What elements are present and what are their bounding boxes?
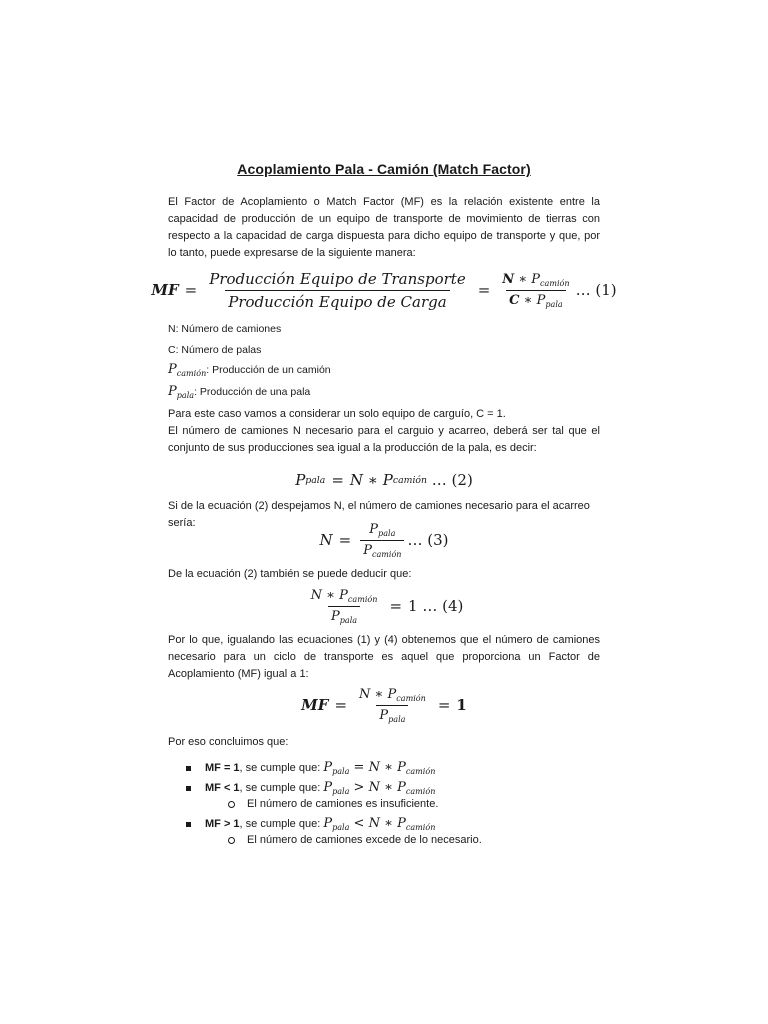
eq1-equals: =	[184, 281, 198, 299]
sub-list-item: El número de camiones es insuficiente.	[228, 798, 438, 810]
equation-5: MF = $\frac{N ∗ P_{camión}}{P_{pala}}$ = 1	[301, 686, 467, 724]
deducir-paragraph: De la ecuación (2) también se puede deducir que:	[168, 568, 412, 580]
eq2-label: … (2)	[431, 471, 473, 489]
intro-paragraph: El Factor de Acoplamiento o Match Factor (MF) es la relación existente entre la capacidad de producción de un equipo de transporte de movimiento de tierras con respecto a la capacidad de carga dispuesta para dicho equipo de transporte y que, por lo tanto, puede expresarse de la siguiente manera:	[168, 196, 600, 259]
case-paragraph: Para este caso vamos a considerar un solo equipo de carguío, C = 1.	[168, 408, 506, 420]
definition-pcamion: $P_{camión}$: Producción de un camión	[168, 362, 331, 378]
eq1-ratio-denominator: C ∗ $P_{pala}$	[506, 290, 566, 309]
list-item: MF > 1, se cumple que: $P_{pala} < N$ ∗ $P_{camión}$	[186, 816, 435, 832]
equation-4: $\frac{N ∗ P_{camión}}{P_{pala}}$ = 1 … (4)	[310, 587, 464, 625]
eq1-equals-2: =	[477, 281, 491, 299]
list-item: MF = 1, se cumple que: $P_{pala} = N$ ∗ $P_{camión}$	[186, 760, 435, 776]
eq1-fraction-text	[206, 270, 468, 311]
equation-3: N = $\frac{P_{pala}}{P_{camión}}$ … (3)	[319, 521, 449, 559]
eq3-label: … (3)	[407, 531, 449, 549]
list-item: MF < 1, se cumple que: $P_{pala} > N$ ∗ $P_{camión}$	[186, 780, 435, 796]
eq4-label: 1 … (4)	[408, 597, 464, 615]
equation-2: P pala = N ∗ P camión … (2)	[295, 471, 473, 489]
igualando-paragraph: Por lo que, igualando las ecuaciones (1) y (4) obtenemos que el número de camiones necesario para un ciclo de transporte es aquel que proporciona un Factor de Acoplamiento (MF) igual a 1:	[168, 634, 600, 680]
sub-list-item: El número de camiones excede de lo necesario.	[228, 834, 482, 846]
conclusion-paragraph: Por eso concluimos que:	[168, 736, 289, 748]
despeje-paragraph: Si de la ecuación (2) despejamos N, el número de camiones necesario para el acarreo sería:	[168, 500, 590, 529]
definition-c: C: Número de palas	[168, 344, 262, 356]
trucks-paragraph: El número de camiones N necesario para el carguio y acarreo, deberá ser tal que el conjunto de sus producciones sea igual a la producción de la pala, es decir:	[168, 425, 600, 454]
definition-ppala: $P_{pala}$: Producción de una pala	[168, 384, 311, 400]
equation-1	[151, 268, 617, 312]
document-title: Acoplamiento Pala - Camión (Match Factor)	[237, 161, 531, 177]
eq1-label: … (1)	[575, 281, 617, 299]
eq1-numerator: Producción Equipo de Transporte	[209, 269, 466, 288]
eq1-denominator: Producción Equipo de Carga	[225, 290, 449, 311]
definition-n: N: Número de camiones	[168, 323, 282, 335]
eq1-fraction-ratio	[499, 272, 572, 309]
eq1-lhs: MF	[151, 281, 179, 299]
eq1-ratio-numerator: N ∗ $P_{camión}$	[502, 271, 570, 288]
